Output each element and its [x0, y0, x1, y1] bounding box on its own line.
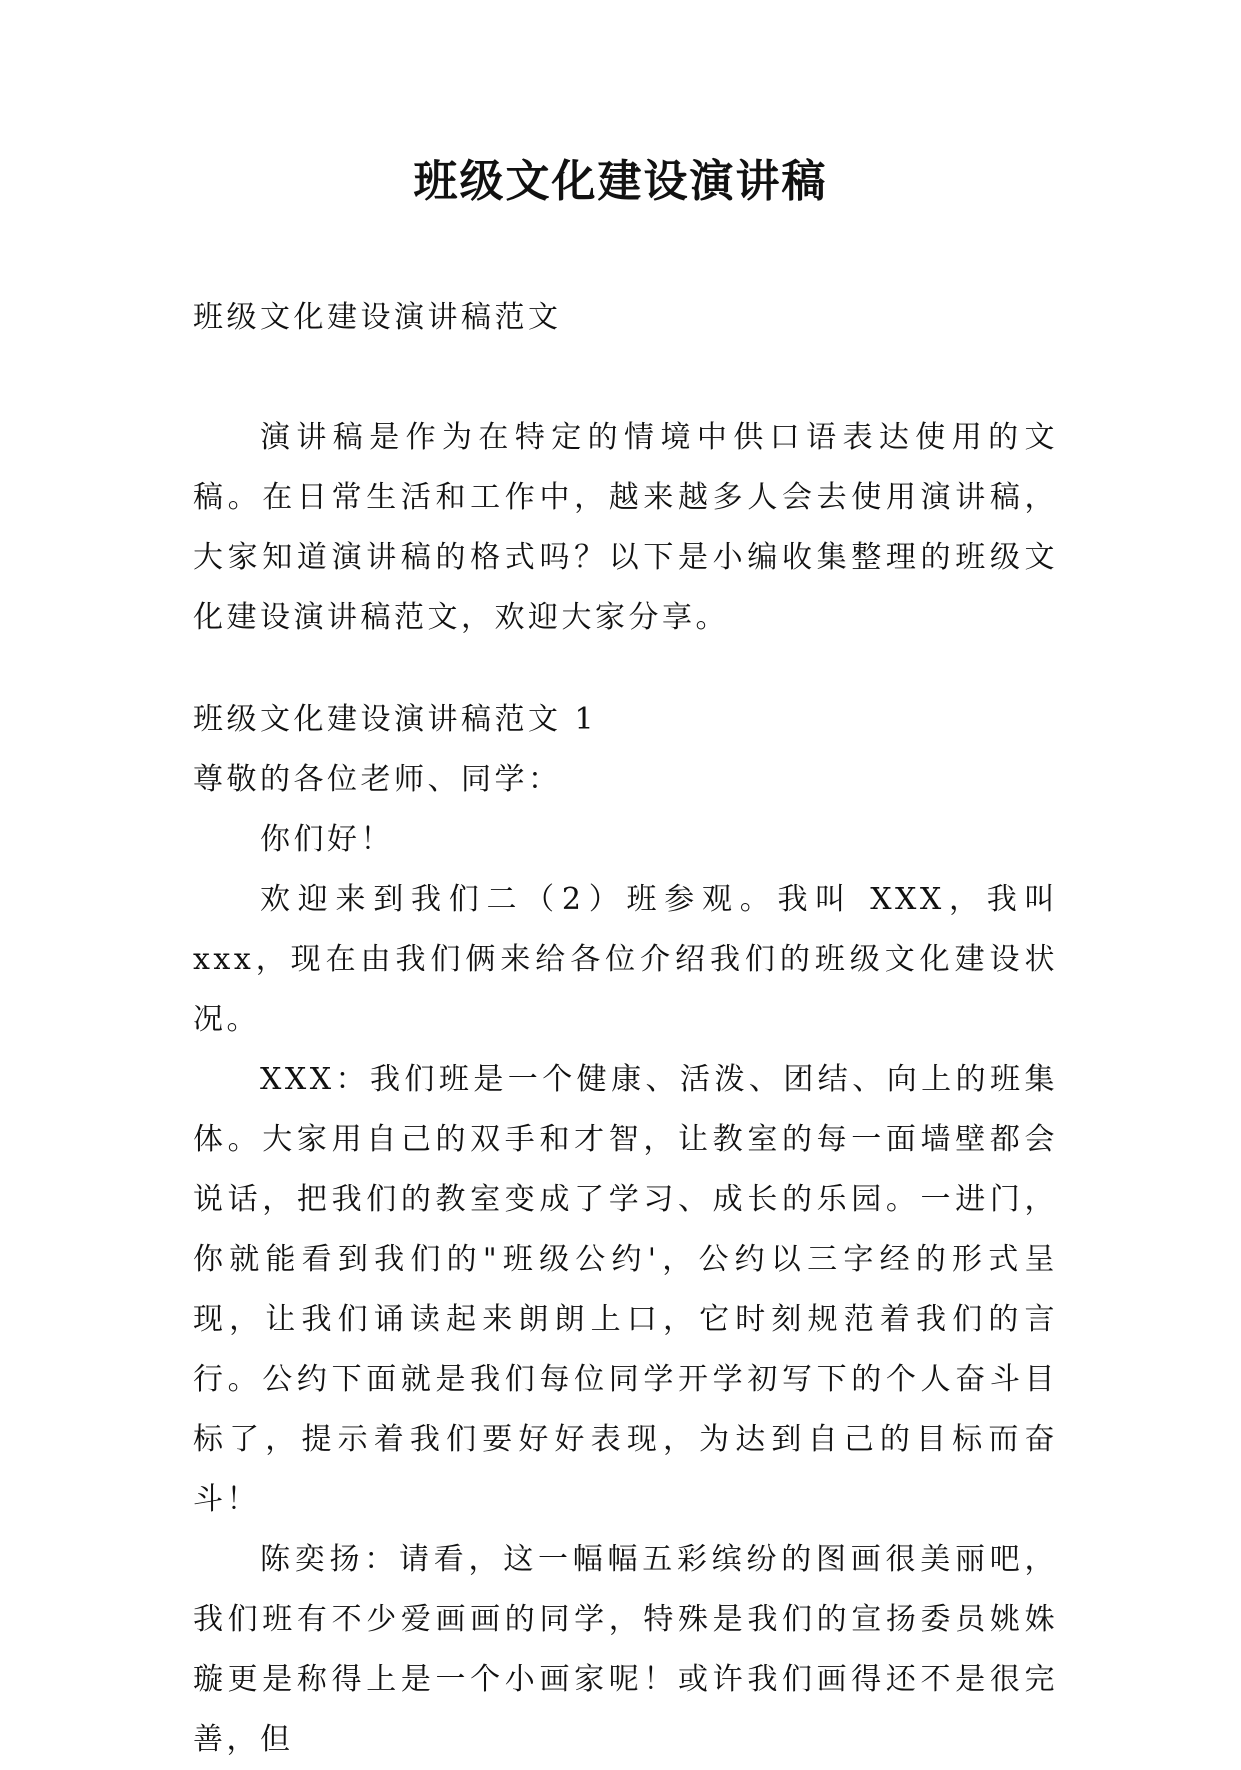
- intro-paragraph: 演讲稿是作为在特定的情境中供口语表达使用的文稿。在日常生活和工作中，越来越多人会去使用演讲稿，大家知道演讲稿的格式吗？以下是小编收集整理的班级文化建设演讲稿范文，欢迎大家分享。: [193, 420, 1058, 635]
- body-paragraph: 陈奕扬：请看，这一幅幅五彩缤纷的图画很美丽吧，我们班有不少爱画画的同学，特殊是我们的宣扬委员姚姝璇更是称得上是一个小画家呢！或许我们画得还不是很完善，但: [193, 1542, 1058, 1757]
- document-title: 班级文化建设演讲稿: [413, 156, 828, 207]
- document-body: [193, 288, 1058, 1770]
- document-subtitle: 班级文化建设演讲稿范文: [193, 300, 562, 335]
- body-paragraph: XXX：我们班是一个健康、活泼、团结、向上的班集体。大家用自己的双手和才智，让教室的每一面墙壁都会说话，把我们的教室变成了学习、成长的乐园。一进门，你就能看到我们的"班级公约'，公约以三字经的形式呈现，让我们诵读起来朗朗上口，它时刻规范着我们的言行。公约下面就是我们每位同学开学初写下的个人奋斗目标了，提示着我们要好好表现，为达到自己的目标而奋斗！: [193, 1062, 1058, 1517]
- body-paragraph: 欢迎来到我们二（2）班参观。我叫 XXX，我叫 xxx，现在由我们俩来给各位介绍我们的班级文化建设状况。: [193, 882, 1058, 1037]
- section-heading: 班级文化建设演讲稿范文 1: [193, 702, 598, 737]
- salutation: 尊敬的各位老师、同学：: [193, 762, 562, 797]
- greeting: 你们好！: [260, 822, 394, 857]
